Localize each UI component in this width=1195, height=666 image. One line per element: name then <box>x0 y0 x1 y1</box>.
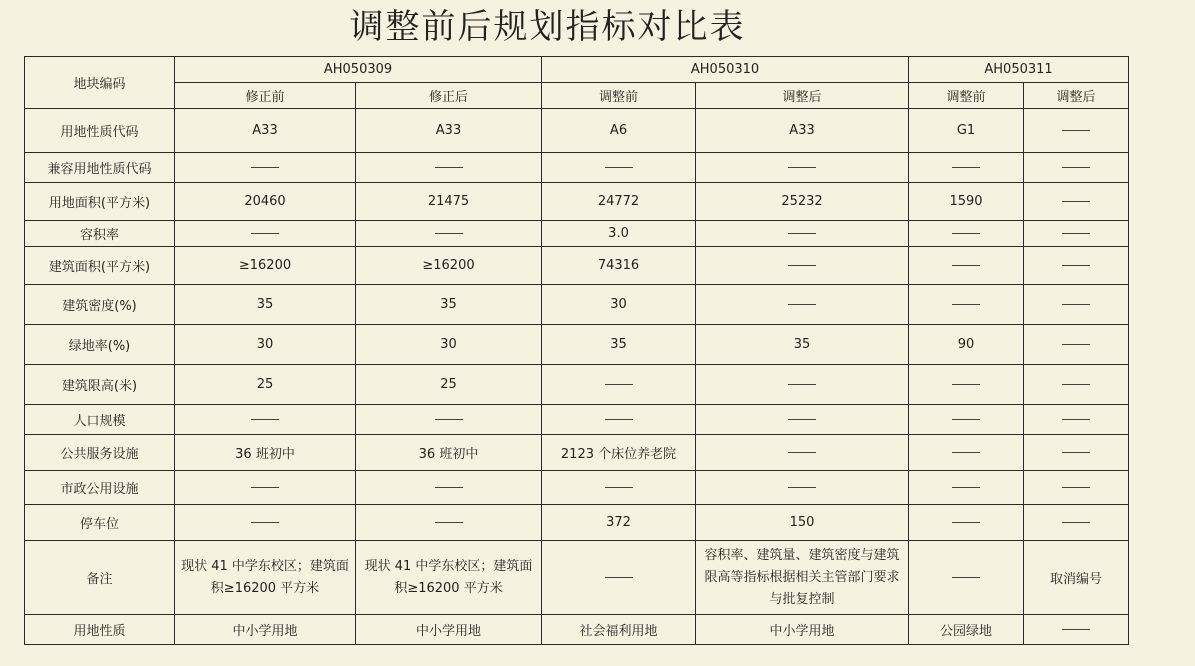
dash-mark <box>1062 384 1090 385</box>
dash-mark <box>1062 344 1090 345</box>
table-cell: 90 <box>909 325 1024 365</box>
table-cell <box>696 153 909 183</box>
table-cell <box>542 153 696 183</box>
table-cell <box>1024 435 1129 471</box>
table-cell: 25 <box>175 365 356 405</box>
dash-mark <box>952 304 980 305</box>
dash-mark <box>952 577 980 578</box>
dash-mark <box>1062 130 1090 131</box>
table-cell: 20460 <box>175 183 356 221</box>
dash-mark <box>788 384 816 385</box>
dash-mark <box>952 522 980 523</box>
table-cell <box>909 505 1024 541</box>
table-row <box>25 247 1129 285</box>
table-cell: 35 <box>696 325 909 365</box>
table-cell: 35 <box>175 285 356 325</box>
header-sub-row <box>25 83 1129 109</box>
corner-header: 地块编码 <box>25 57 175 109</box>
table-cell <box>175 153 356 183</box>
table-cell <box>175 471 356 505</box>
table-cell <box>696 247 909 285</box>
dash-mark <box>605 384 633 385</box>
dash-mark <box>435 167 463 168</box>
table-cell: A33 <box>696 109 909 153</box>
table-cell <box>909 247 1024 285</box>
table-cell <box>1024 285 1129 325</box>
dash-mark <box>952 487 980 488</box>
table-cell <box>1024 505 1129 541</box>
table-cell <box>1024 247 1129 285</box>
row-label: 用地面积(平方米) <box>25 183 175 221</box>
dash-mark <box>788 265 816 266</box>
table-cell <box>356 153 542 183</box>
table-cell: A6 <box>542 109 696 153</box>
table-cell: ≥16200 <box>175 247 356 285</box>
table-row <box>25 221 1129 247</box>
dash-mark <box>1062 201 1090 202</box>
table-row <box>25 365 1129 405</box>
group-header: AH050310 <box>542 57 909 83</box>
table-row <box>25 183 1129 221</box>
dash-mark <box>605 167 633 168</box>
dash-mark <box>1062 419 1090 420</box>
dash-mark <box>605 487 633 488</box>
table-cell: 现状 41 中学东校区；建筑面积≥16200 平方米 <box>356 541 542 615</box>
table-cell: A33 <box>175 109 356 153</box>
table-row <box>25 325 1129 365</box>
table-row <box>25 153 1129 183</box>
table-cell <box>175 405 356 435</box>
dash-mark <box>1062 265 1090 266</box>
dash-mark <box>435 522 463 523</box>
dash-mark <box>605 419 633 420</box>
table-cell <box>1024 325 1129 365</box>
table-cell: 公园绿地 <box>909 615 1024 645</box>
dash-mark <box>788 452 816 453</box>
table-row <box>25 615 1129 645</box>
table-cell <box>542 365 696 405</box>
row-label: 停车位 <box>25 505 175 541</box>
dash-mark <box>1062 452 1090 453</box>
table-cell: 74316 <box>542 247 696 285</box>
sub-header: 修正后 <box>356 83 542 109</box>
table-cell <box>1024 615 1129 645</box>
table-cell: 150 <box>696 505 909 541</box>
table-row <box>25 435 1129 471</box>
table-cell: 30 <box>175 325 356 365</box>
table-row <box>25 109 1129 153</box>
table-cell: 21475 <box>356 183 542 221</box>
dash-mark <box>952 233 980 234</box>
sub-header: 修正前 <box>175 83 356 109</box>
row-label: 建筑密度(%) <box>25 285 175 325</box>
table-cell: 35 <box>356 285 542 325</box>
sub-header: 调整后 <box>696 83 909 109</box>
row-label: 市政公用设施 <box>25 471 175 505</box>
table-cell <box>909 365 1024 405</box>
dash-mark <box>788 167 816 168</box>
table-cell <box>175 505 356 541</box>
row-label: 绿地率(%) <box>25 325 175 365</box>
dash-mark <box>251 419 279 420</box>
dash-mark <box>952 452 980 453</box>
table-cell <box>909 153 1024 183</box>
dash-mark <box>1062 304 1090 305</box>
table-cell: 社会福利用地 <box>542 615 696 645</box>
table-cell: 30 <box>356 325 542 365</box>
row-label: 备注 <box>25 541 175 615</box>
table-cell: 容积率、建筑量、建筑密度与建筑限高等指标根据相关主管部门要求与批复控制 <box>696 541 909 615</box>
table-cell <box>909 405 1024 435</box>
row-label: 用地性质代码 <box>25 109 175 153</box>
table-cell: 35 <box>542 325 696 365</box>
dash-mark <box>952 167 980 168</box>
dash-mark <box>251 487 279 488</box>
table-cell: 25232 <box>696 183 909 221</box>
dash-mark <box>1062 233 1090 234</box>
table-cell: 1590 <box>909 183 1024 221</box>
dash-mark <box>251 167 279 168</box>
group-header: AH050311 <box>909 57 1129 83</box>
comparison-table <box>24 56 1129 645</box>
table-cell <box>696 435 909 471</box>
dash-mark <box>952 419 980 420</box>
table-cell <box>1024 365 1129 405</box>
row-label: 用地性质 <box>25 615 175 645</box>
table-cell <box>1024 109 1129 153</box>
table-cell <box>696 405 909 435</box>
table-cell: 中小学用地 <box>356 615 542 645</box>
table-cell: G1 <box>909 109 1024 153</box>
dash-mark <box>952 265 980 266</box>
table-cell <box>696 365 909 405</box>
table-cell <box>356 221 542 247</box>
dash-mark <box>1062 629 1090 630</box>
dash-mark <box>435 419 463 420</box>
dash-mark <box>1062 167 1090 168</box>
table-row <box>25 471 1129 505</box>
table-cell: 372 <box>542 505 696 541</box>
row-label: 容积率 <box>25 221 175 247</box>
table-cell <box>1024 183 1129 221</box>
table-cell: A33 <box>356 109 542 153</box>
table-row <box>25 505 1129 541</box>
table-row <box>25 285 1129 325</box>
table-cell: 2123 个床位养老院 <box>542 435 696 471</box>
table-cell: 中小学用地 <box>175 615 356 645</box>
table-cell: 36 班初中 <box>175 435 356 471</box>
sub-header: 调整前 <box>909 83 1024 109</box>
dash-mark <box>605 577 633 578</box>
table-cell <box>356 471 542 505</box>
dash-mark <box>251 233 279 234</box>
dash-mark <box>788 487 816 488</box>
table-cell <box>356 505 542 541</box>
table-cell: 36 班初中 <box>356 435 542 471</box>
sub-header: 调整前 <box>542 83 696 109</box>
table-cell: 3.0 <box>542 221 696 247</box>
sub-header: 调整后 <box>1024 83 1129 109</box>
dash-mark <box>788 233 816 234</box>
dash-mark <box>788 419 816 420</box>
table-cell <box>909 221 1024 247</box>
header-group-row <box>25 57 1129 83</box>
dash-mark <box>435 487 463 488</box>
table-row <box>25 541 1129 615</box>
table-cell: ≥16200 <box>356 247 542 285</box>
table-cell <box>175 221 356 247</box>
row-label: 建筑面积(平方米) <box>25 247 175 285</box>
table-cell <box>909 541 1024 615</box>
table-cell <box>909 285 1024 325</box>
dash-mark <box>1062 522 1090 523</box>
table-cell: 现状 41 中学东校区；建筑面积≥16200 平方米 <box>175 541 356 615</box>
table-cell <box>542 471 696 505</box>
table-cell: 30 <box>542 285 696 325</box>
table-cell <box>909 471 1024 505</box>
row-label: 建筑限高(米) <box>25 365 175 405</box>
table-cell <box>542 405 696 435</box>
row-label: 兼容用地性质代码 <box>25 153 175 183</box>
table-cell: 24772 <box>542 183 696 221</box>
group-header: AH050309 <box>175 57 542 83</box>
row-label: 公共服务设施 <box>25 435 175 471</box>
table-cell: 25 <box>356 365 542 405</box>
dash-mark <box>788 304 816 305</box>
dash-mark <box>1062 487 1090 488</box>
table-cell <box>356 405 542 435</box>
dash-mark <box>952 384 980 385</box>
row-label: 人口规模 <box>25 405 175 435</box>
table-cell <box>696 471 909 505</box>
table-row <box>25 405 1129 435</box>
table-cell <box>1024 153 1129 183</box>
dash-mark <box>251 522 279 523</box>
table-cell: 取消编号 <box>1024 541 1129 615</box>
table-cell <box>1024 221 1129 247</box>
table-cell <box>1024 471 1129 505</box>
page-title: 调整前后规划指标对比表 <box>349 7 746 47</box>
table-cell <box>542 541 696 615</box>
dash-mark <box>435 233 463 234</box>
table-cell <box>909 435 1024 471</box>
table-cell <box>1024 405 1129 435</box>
table-cell <box>696 285 909 325</box>
table-cell: 中小学用地 <box>696 615 909 645</box>
table-cell <box>696 221 909 247</box>
